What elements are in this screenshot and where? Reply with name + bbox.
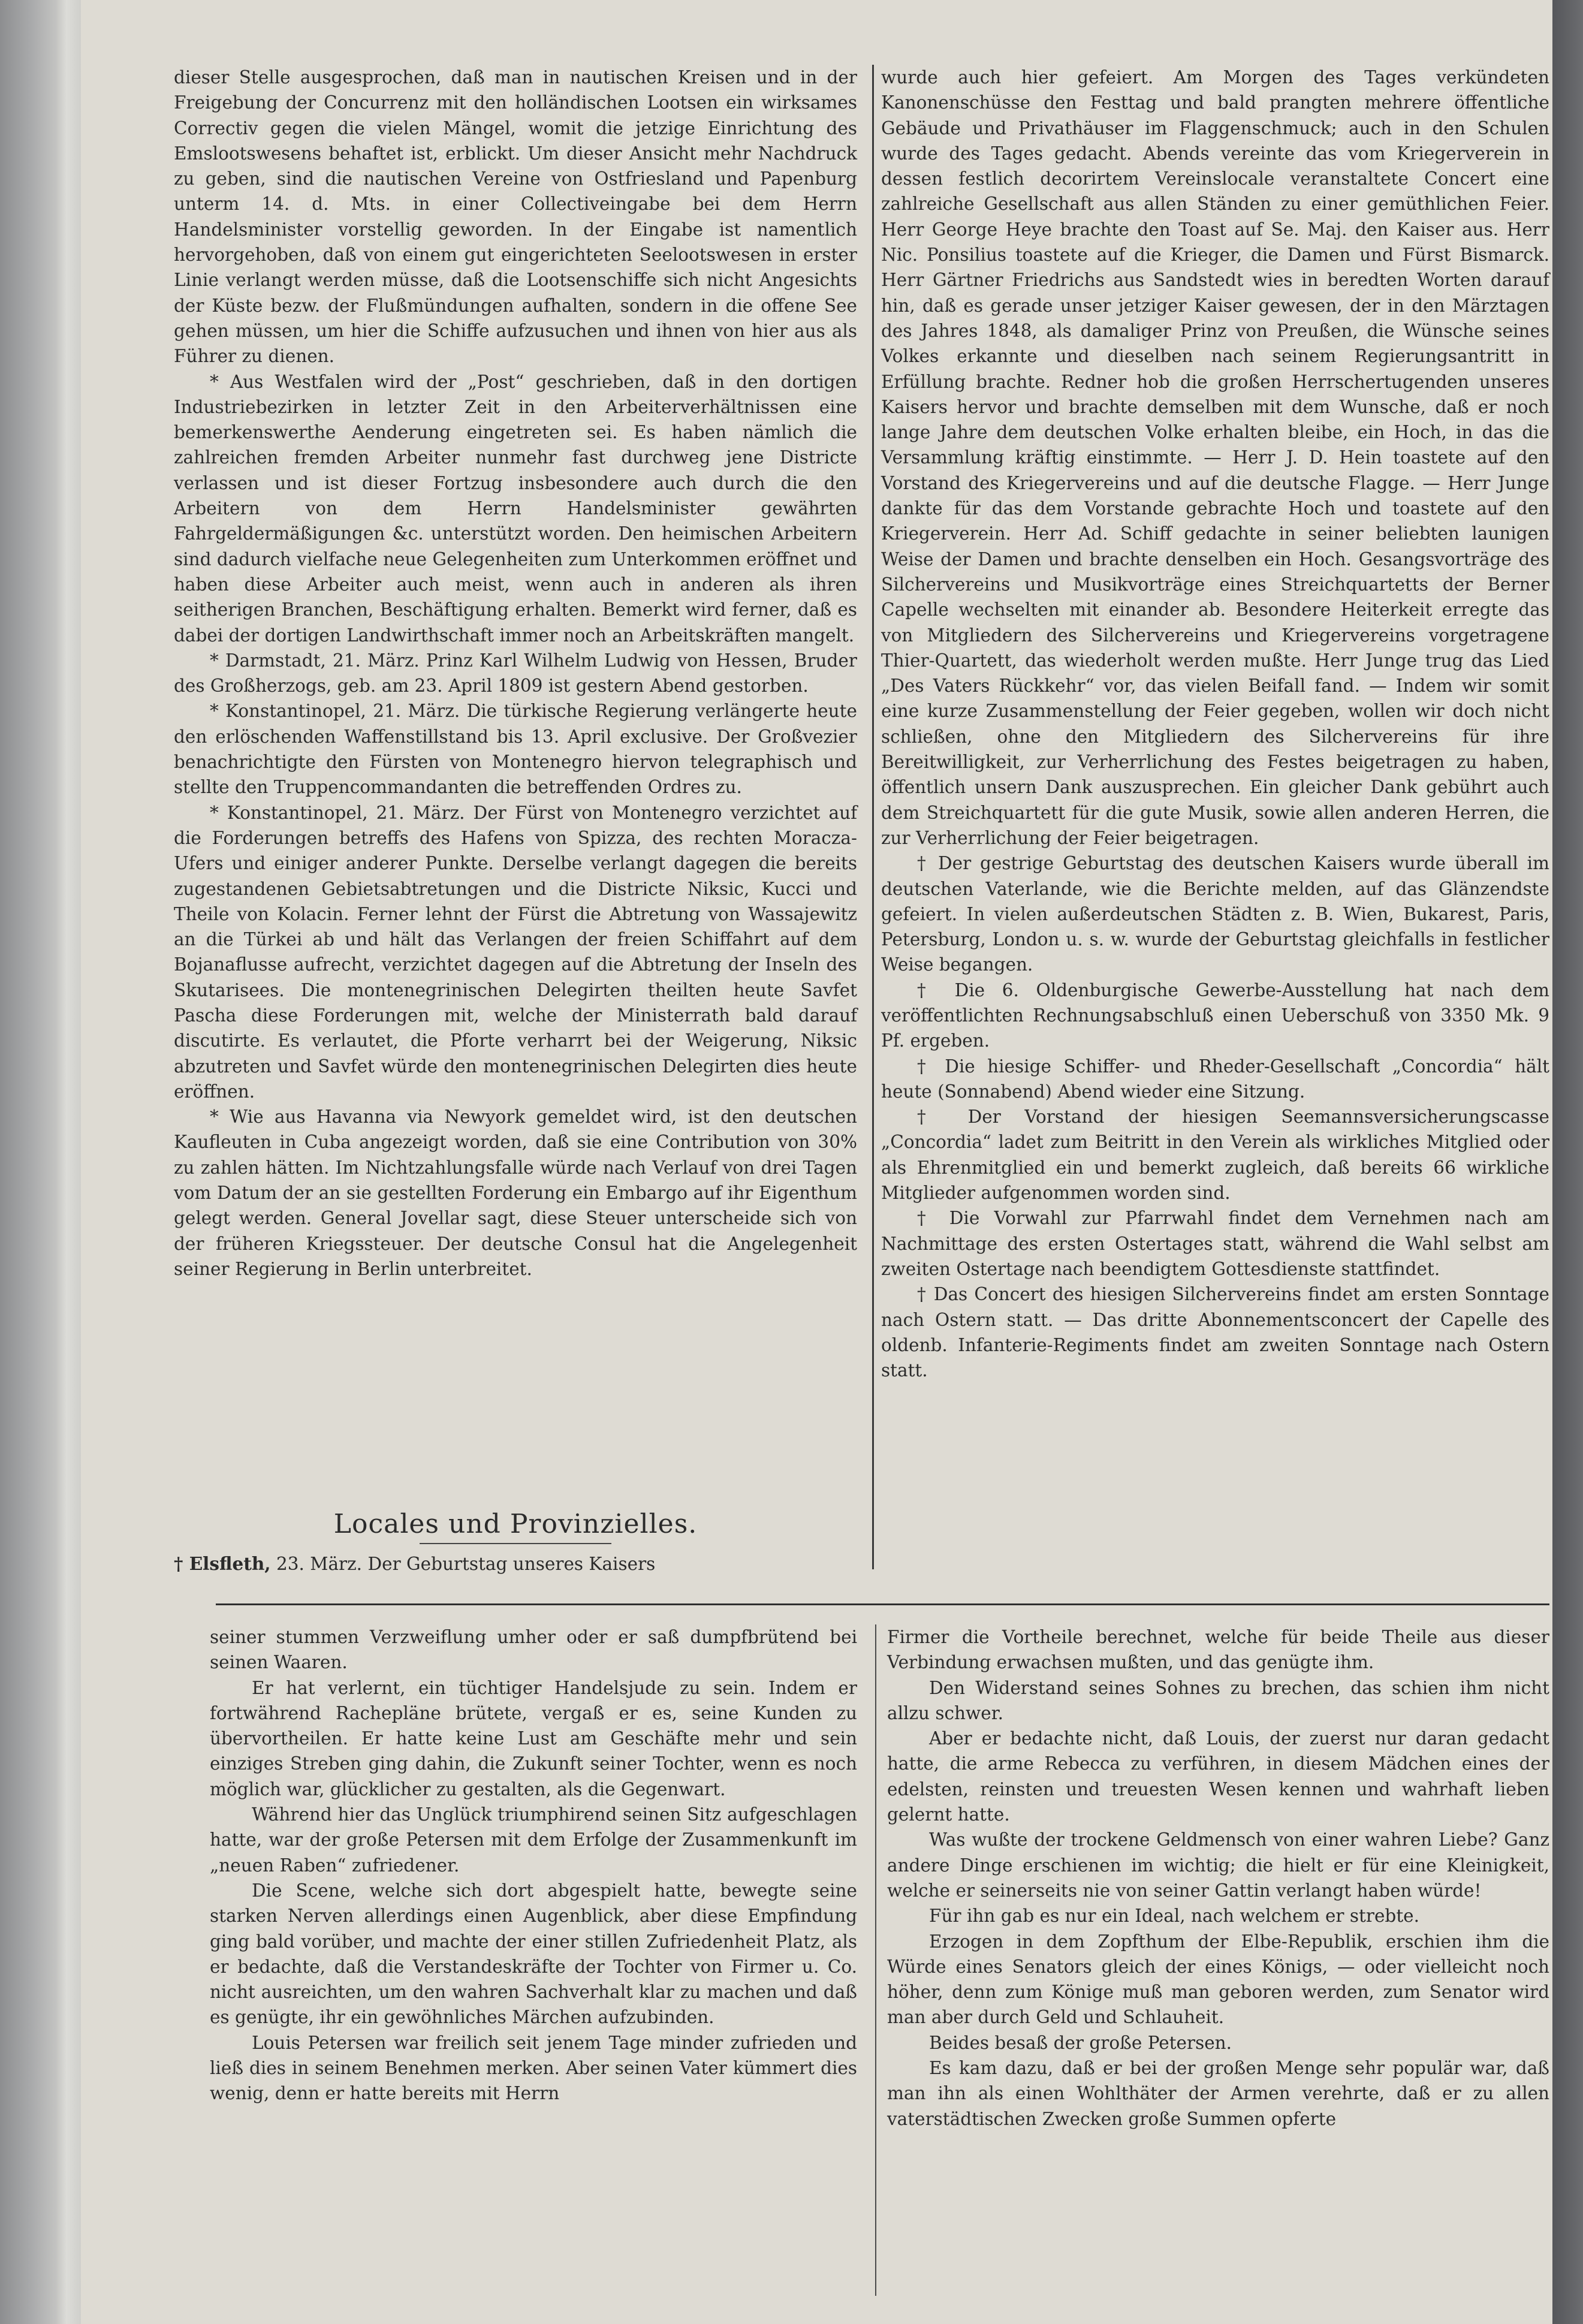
- feuilleton-column-divider: [875, 1624, 876, 2296]
- story-paragraph: Louis Petersen war freilich seit jenem Tage minder zufrieden und ließ dies in seinem Benehmen merken. Aber seinen Vater kümmert dies wenig, denn er hatte bereits mit Herrn: [210, 2032, 857, 2104]
- feuilleton-divider: [216, 1603, 1549, 1609]
- news-column-left: [174, 65, 857, 1282]
- feuilleton-column-left: [210, 1624, 857, 2106]
- news-paragraph: * Wie aus Havanna via Newyork gemeldet wird, ist den deutschen Kaufleuten in Cuba angezeigt worden, daß sie eine Contribution von 30% zu zahlen hätten. Im Nichtzahlungsfalle würde nach Verlauf von drei Tagen vom Datum der an sie gestellten Forderung ein Embargo auf ihr Eigenthum gelegt werden. General Jovellar sagt, diese Steuer unterscheide sich von der früheren Kriegssteuer. Der deutsche Consul hat die Angelegenheit seiner Regierung in Berlin unterbreitet.: [174, 1107, 857, 1279]
- book-binding: [0, 0, 57, 2324]
- story-paragraph: Firmer die Vortheile berechnet, welche für beide Theile aus dieser Verbindung erwachsen mußten, und das genügte ihm.: [887, 1627, 1549, 1673]
- story-paragraph: Für ihn gab es nur ein Ideal, nach welchem er strebte.: [929, 1906, 1420, 1927]
- dateline: [174, 1551, 857, 1577]
- news-paragraph: dieser Stelle ausgesprochen, daß man in nautischen Kreisen und in der Freigebung der Concurrenz mit den holländischen Lootsen ein wirksames Correctiv gegen die vielen Mängel, womit die jetzige Einrichtung des Emslootswesens behaftet ist, erblickt. Um dieser Ansicht mehr Nachdruck zu geben, sind die nautischen Vereine von Ostfriesland und Papenburg unterm 14. d. Mts. in einer Collectiveingabe bei dem Herrn Handelsminister vorstellig geworden. In der Eingabe ist namentlich hervorgehoben, daß von einem gut eingerichteten Seelootswesen in erster Linie verlangt werden müsse, daß die Lootsenschiffe sich nicht Angesichts der Küste bezw. der Flußmündungen aufhalten, sondern in die offene See gehen müssen, um hier die Schiffe aufzusuchen und ihnen von hier aus als Führer zu dienen.: [174, 67, 857, 367]
- story-paragraph: Die Scene, welche sich dort abgespielt hatte, bewegte seine starken Nerven allerdings einen Augenblick, aber diese Empfindung ging bald vorüber, und machte der einer stillen Zufriedenheit Platz, als er bedachte, daß die Verstandeskräfte der Tochter von Firmer u. Co. nicht ausreichten, um den wahren Sachverhalt klar zu machen und daß es genügte, ihr ein gewöhnliches Märchen aufzubinden.: [210, 1880, 857, 2028]
- right-rim: [1552, 0, 1583, 2324]
- dateline-text: Der Geburtstag unseres Kaisers: [367, 1554, 656, 1574]
- story-paragraph: Erzogen in dem Zopfthum der Elbe-Republik, erschien ihm die Würde eines Senators gleich der eines Königs, — oder vielleicht noch höher, denn zum Könige muß man geboren werden, zum Senator wird man aber durch Geld und Schlauheit.: [887, 1931, 1549, 2028]
- story-paragraph: Was wußte der trockene Geldmensch von einer wahren Liebe? Ganz andere Dinge erschienen im wichtig; die hielt er für eine Kleinigkeit, welche er seinerseits nie von seiner Gattin verlangt haben würde!: [887, 1829, 1549, 1901]
- news-paragraph: † Das Concert des hiesigen Silchervereins findet am ersten Sonntage nach Ostern statt. — Das dritte Abonnementsconcert der Capelle des oldenb. Infanterie-Regiments findet am zweiten Sonntage nach Ostern statt.: [881, 1284, 1549, 1381]
- page-edge: [57, 0, 81, 2324]
- feuilleton-column-right: [887, 1624, 1549, 2132]
- dateline-date: 23. März.: [276, 1554, 363, 1574]
- dateline-place: † Elsfleth,: [174, 1553, 271, 1574]
- story-paragraph: Den Widerstand seines Sohnes zu brechen, das schien ihm nicht allzu schwer.: [887, 1677, 1549, 1723]
- story-paragraph: Beides besaß der große Petersen.: [929, 2032, 1232, 2053]
- heading-rule: [420, 1543, 611, 1544]
- news-paragraph: † Die 6. Oldenburgische Gewerbe-Ausstellung hat nach dem veröffentlichten Rechnungsabschluß einen Ueberschuß von 3350 Mk. 9 Pf. ergeben.: [881, 979, 1549, 1051]
- news-paragraph: † Der gestrige Geburtstag des deutschen Kaisers wurde überall im deutschen Vaterlande, wie die Berichte melden, auf das Glänzendste gefeiert. In vielen außerdeutschen Städten z. B. Wien, Bukarest, Paris, Petersburg, London u. s. w. wurde der Geburtstag gleichfalls in festlicher Weise begangen.: [881, 853, 1549, 975]
- news-paragraph: wurde auch hier gefeiert. Am Morgen des Tages verkündeten Kanonenschüsse den Festtag und bald prangten mehrere öffentliche Gebäude und Privathäuser im Flaggenschmuck; auch in den Schulen wurde des Tages gedacht. Abends vereinte das vom Kriegerverein in dessen festlich decorirtem Vereinslocale veranstaltete Concert eine zahlreiche Gesellschaft aus allen Ständen zu einer gemüthlichen Feier. Herr George Heye brachte den Toast auf Se. Maj. den Kaiser aus. Herr Nic. Ponsilius toastete auf die Krieger, die Damen und Fürst Bismarck. Herr Gärtner Friedrichs aus Sandstedt wies in beredten Worten darauf hin, daß es gerade unser jetziger Kaiser gewesen, der in den Märztagen des Jahres 1848, als damaliger Prinz von Preußen, die Wünsche seines Volkes erkannte und dieselben nach seinem Regierungsantritt in Erfüllung brachte. Redner hob die großen Herrschertugenden unseres Kaisers hervor und brachte demselben mit dem Wunsche, daß er noch lange Jahre dem deutschen Volke erhalten bleibe, ein Hoch, in das die Versammlung kräftig einstimmte. — Herr J. D. Hein toastete auf den Vorstand des Kriegervereins und auf die deutsche Flagge. — Herr Junge dankte für das dem Vorstande gebrachte Hoch und toastete auf den Kriegerverein. Herr Ad. Schiff gedachte in seiner beliebten launigen Weise der Damen und brachte denselben ein Hoch. Gesangsvorträge des Silchervereins und Musikvorträge eines Streichquartetts der Berner Capelle wechselten mit einander ab. Besondere Heiterkeit erregte das von Mitgliedern des Silchervereins und Kriegervereins vorgetragene Thier-Quartett, das wiederholt werden mußte. Herr Junge trug das Lied „Des Vaters Rückkehr“ vor, das vielen Beifall fand. — Indem wir somit eine kurze Zusammenstellung der Feier gegeben, wollen wir doch nicht schließen, ohne den Mitgliedern des Silchervereins für ihre Bereitwilligkeit, zur Verherrlichung des Festes beigetragen zu haben, öffentlich unsern Dank auszusprechen. Ein gleicher Dank gebührt auch dem Streichquartett für die gute Musik, sowie allen anderen Herren, die zur Verherrlichung der Feier beigetragen.: [881, 67, 1549, 848]
- news-paragraph: † Die Vorwahl zur Pfarrwahl findet dem Vernehmen nach am Nachmittage des ersten Ostertages statt, während die Wahl selbst am zweiten Ostertage nach beendigtem Gottesdienste stattfindet.: [881, 1208, 1549, 1279]
- news-paragraph: * Konstantinopel, 21. März. Der Fürst von Montenegro verzichtet auf die Forderungen betreffs des Hafens von Spizza, des rechten Moracza-Ufers und einiger anderer Punkte. Derselbe verlangt dagegen die bereits zugestandenen Gebietsabtretungen und die Districte Niksic, Kucci und Theile von Kolacin. Ferner lehnt der Fürst die Abtretung von Wassajewitz an die Türkei ab und hält das Verlangen der freien Schiffahrt auf dem Bojanaflusse aufrecht, verzichtet dagegen auf die Abtretung der Inseln des Skutarisees. Die montenegrinischen Delegirten theilten heute Savfet Pascha diese Forderungen mit, welche der Ministerrath bald darauf discutirte. Es verlautet, die Pforte verharrt bei der Weigerung, Niksic abzutreten und Savfet würde den montenegrinischen Delegirten dies heute eröffnen.: [174, 802, 857, 1102]
- news-paragraph: * Darmstadt, 21. März. Prinz Karl Wilhelm Ludwig von Hessen, Bruder des Großherzogs, geb. am 23. April 1809 ist gestern Abend gestorben.: [174, 650, 857, 697]
- story-paragraph: seiner stummen Verzweiflung umher oder er saß dumpfbrütend bei seinen Waaren.: [210, 1627, 857, 1673]
- story-paragraph: Er hat verlernt, ein tüchtiger Handelsjude zu sein. Indem er fortwährend Rachepläne brütete, vergaß er es, seine Kunden zu übervortheilen. Er hatte keine Lust am Geschäfte mehr und sein einziges Streben ging dahin, die Zukunft seiner Tochter, wenn es noch möglich war, glücklicher zu gestalten, als die Gegenwart.: [210, 1677, 857, 1799]
- story-paragraph: Während hier das Unglück triumphirend seinen Sitz aufgeschlagen hatte, war der große Petersen mit dem Erfolge der Zusammenkunft im „neuen Raben“ zufriedener.: [210, 1804, 857, 1876]
- news-paragraph: * Aus Westfalen wird der „Post“ geschrieben, daß in den dortigen Industriebezirken in letzter Zeit in den Arbeiterverhältnissen eine bemerkenswerthe Aenderung eingetreten sei. Es haben nämlich die zahlreichen fremden Arbeiter nunmehr fast durchweg jene Districte verlassen und ist dieser Fortzug insbesondere auch durch die den Arbeitern von dem Herrn Handelsminister gewährten Fahrgeldermäßigungen &c. unterstützt worden. Den heimischen Arbeitern sind dadurch vielfache neue Gelegenheiten zum Unterkommen eröffnet und haben diese Arbeiter auch meist, wenn auch in anderen als ihren seitherigen Branchen, Beschäftigung erhalten. Bemerkt wird ferner, daß es dabei der dortigen Landwirthschaft immer noch an Arbeitskräften mangelt.: [174, 371, 857, 646]
- news-paragraph: † Der Vorstand der hiesigen Seemannsversicherungscasse „Concordia“ ladet zum Beitritt in den Verein als wirkliches Mitglied oder als Ehrenmitglied ein und bemerkt zugleich, daß bereits 66 wirkliche Mitglieder aufgenommen worden sind.: [881, 1107, 1549, 1204]
- story-paragraph: Es kam dazu, daß er bei der großen Menge sehr populär war, daß man ihn als einen Wohlthäter der Armen verehrte, daß er zu allen vaterstädtischen Zwecken große Summen opferte: [887, 2058, 1549, 2129]
- news-paragraph: † Die hiesige Schiffer- und Rheder-Gesellschaft „Concordia“ hält heute (Sonnabend) Abend wieder eine Sitzung.: [881, 1056, 1549, 1102]
- section-heading: Locales und Provinzielles.: [333, 1509, 698, 1539]
- column-divider: [872, 65, 874, 1569]
- news-column-right: [881, 65, 1549, 1383]
- story-paragraph: Aber er bedachte nicht, daß Louis, der zuerst nur daran gedacht hatte, die arme Rebecca zu verführen, in diesem Mädchen eines der edelsten, reinsten und treuesten Wesen kennen und wahrhaft lieben gelernt hatte.: [887, 1728, 1549, 1825]
- news-paragraph: * Konstantinopel, 21. März. Die türkische Regierung verlängerte heute den erlöschenden Waffenstillstand bis 13. April exclusive. Der Großvezier benachrichtigte den Fürsten von Montenegro hiervon telegraphisch und stellte den Truppencommandanten die betreffenden Ordres zu.: [174, 701, 857, 798]
